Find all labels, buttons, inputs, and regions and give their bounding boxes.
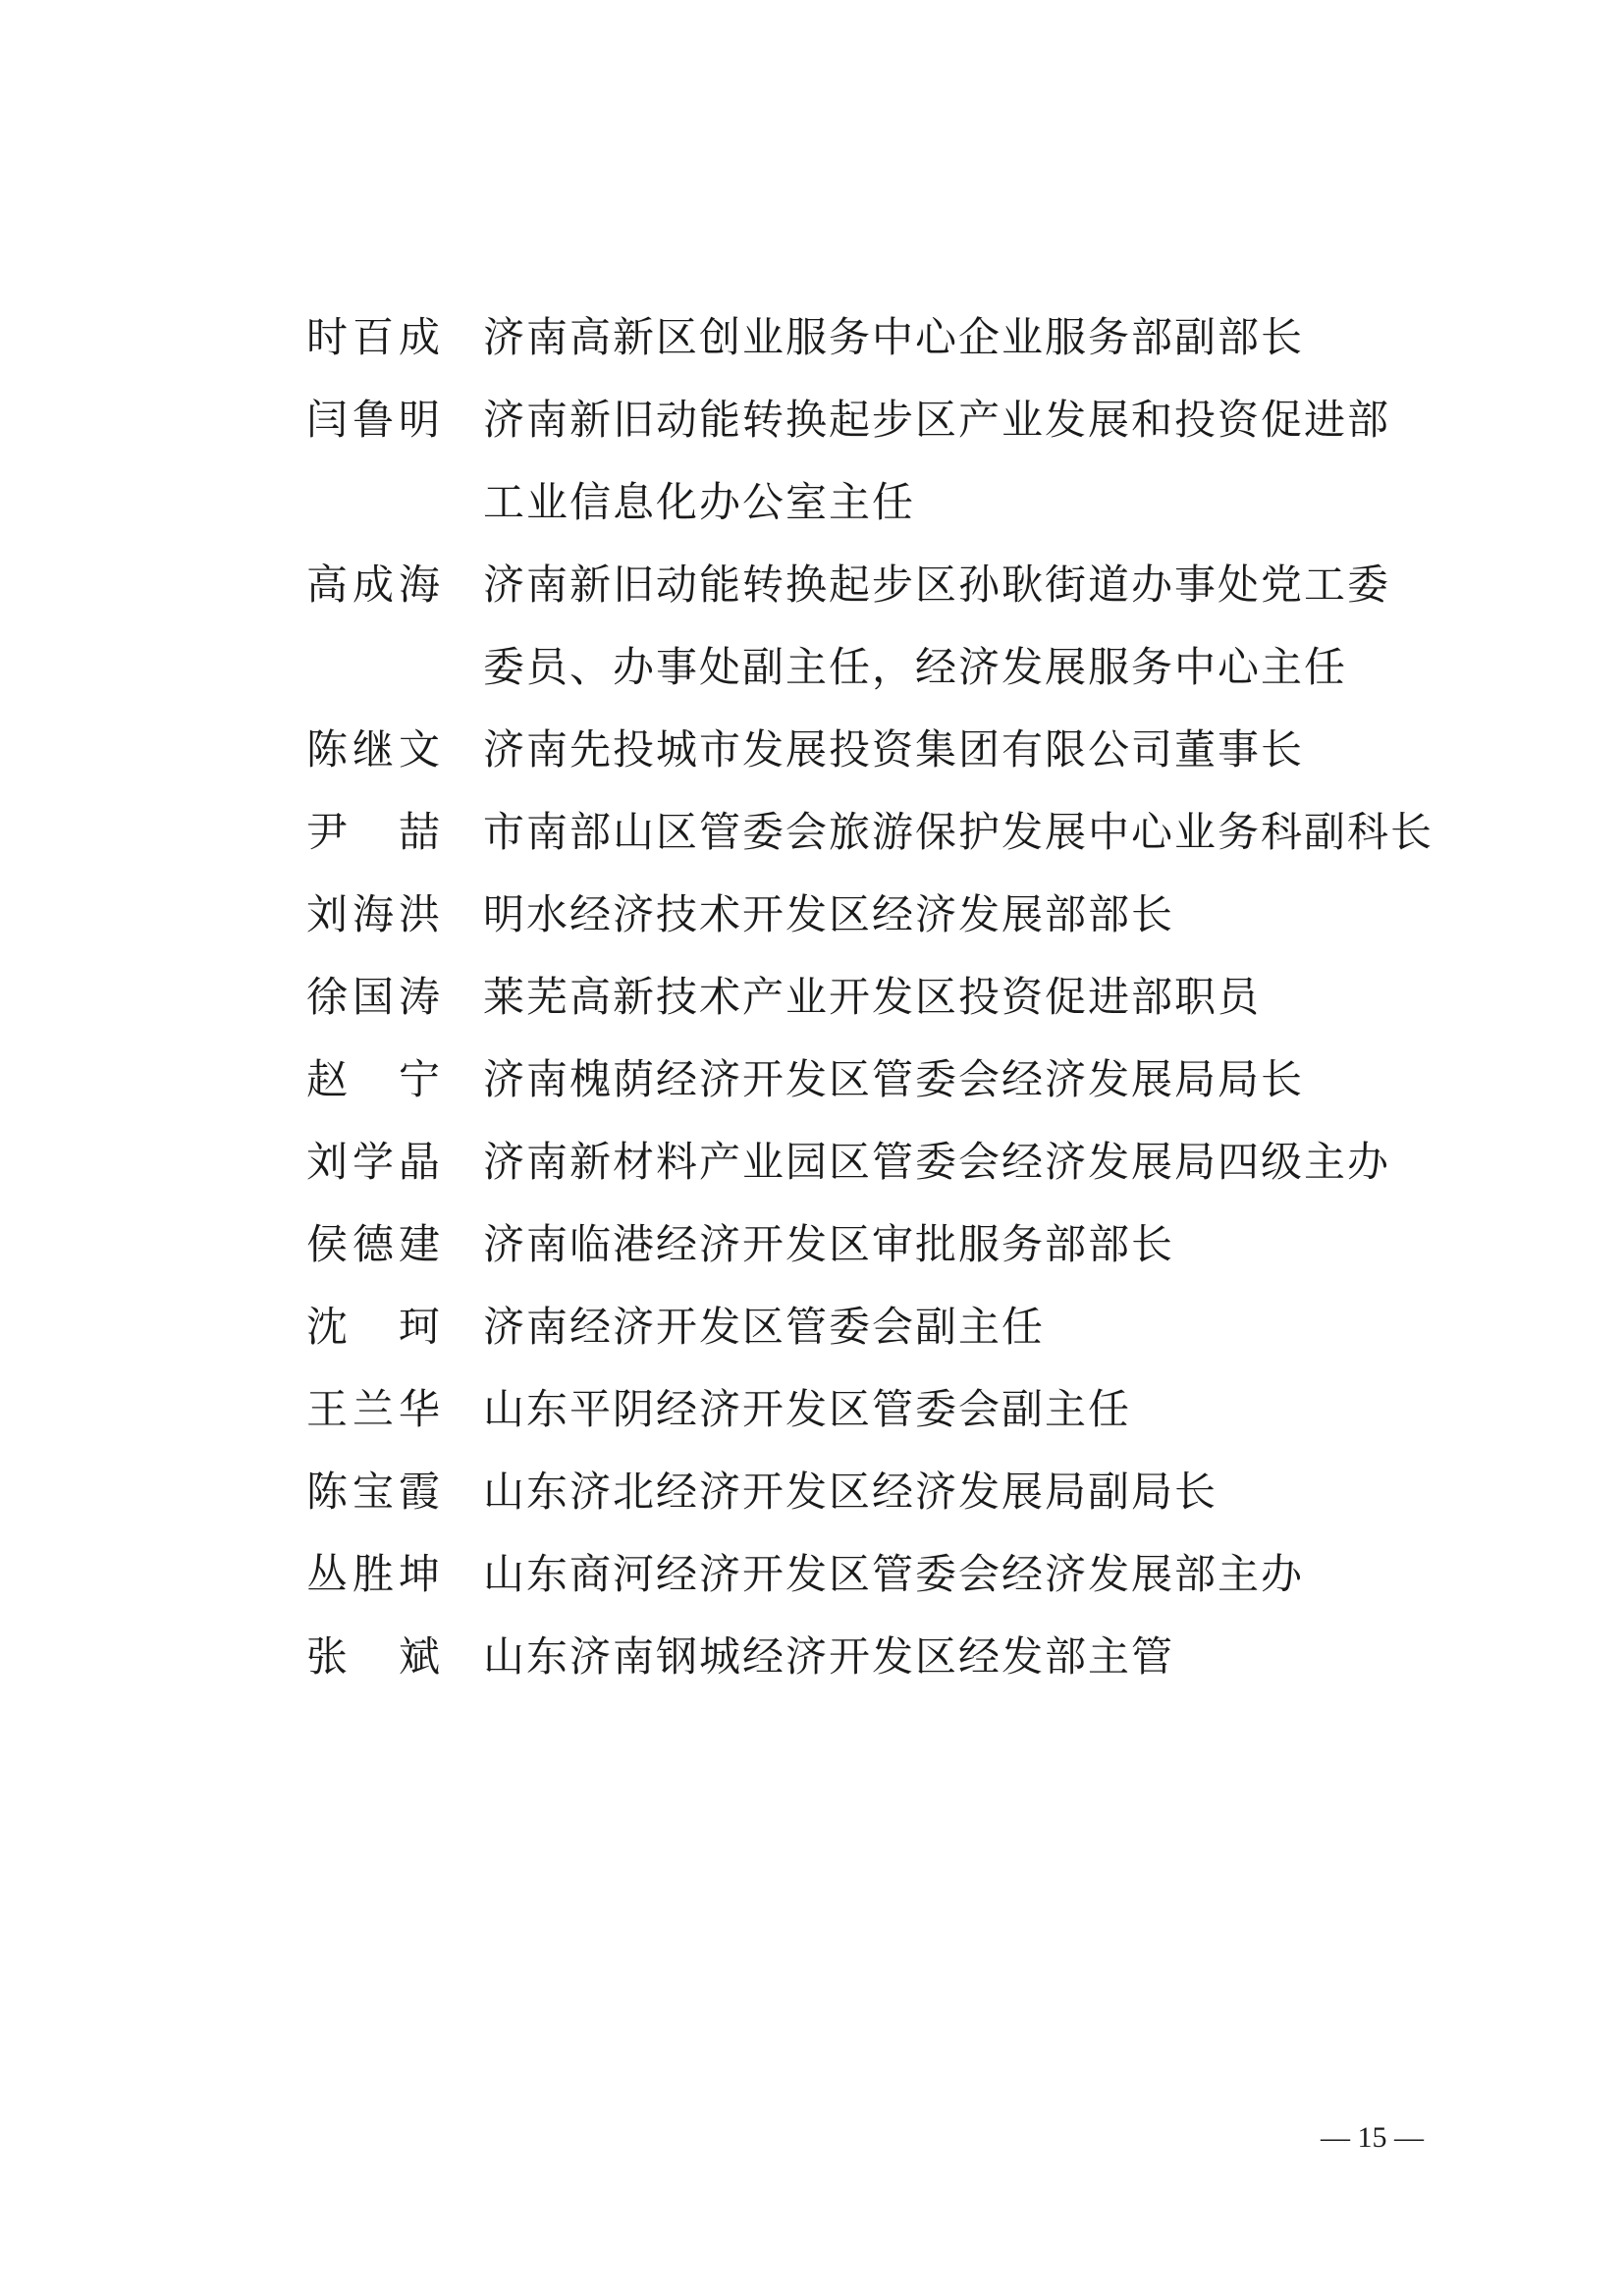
person-name: 张 斌 (306, 1632, 440, 1681)
person-name: 丛 胜 坤 (306, 1550, 440, 1598)
person-name: 沈 珂 (306, 1303, 440, 1351)
person-title-line: 工业信息化办公室主任 (483, 478, 916, 526)
person-name: 陈 继 文 (306, 725, 440, 774)
person-title-line: 济南先投城市发展投资集团有限公司董事长 (483, 725, 1305, 774)
person-title-line: 市南部山区管委会旅游保护发展中心业务科副科长 (483, 808, 1435, 856)
person-title-line: 山东商河经济开发区管委会经济发展部主办 (483, 1550, 1305, 1598)
person-title-line: 济南槐荫经济开发区管委会经济发展局局长 (483, 1055, 1305, 1103)
person-title-line: 济南新旧动能转换起步区孙耿街道办事处党工委 (483, 561, 1391, 609)
person-title-line: 济南新材料产业园区管委会经济发展局四级主办 (483, 1138, 1391, 1186)
person-name: 尹 喆 (306, 808, 440, 856)
person-name: 王 兰 华 (306, 1385, 440, 1433)
person-name: 刘 学 晶 (306, 1138, 440, 1186)
person-title-line: 山东平阴经济开发区管委会副主任 (483, 1385, 1132, 1433)
person-title-line: 济南高新区创业服务中心企业服务部副部长 (483, 313, 1305, 361)
person-name: 赵 宁 (306, 1055, 440, 1103)
person-name: 侯 德 建 (306, 1220, 440, 1268)
person-name: 徐 国 涛 (306, 973, 440, 1021)
person-title-line: 山东济北经济开发区经济发展局副局长 (483, 1468, 1218, 1516)
person-name: 高 成 海 (306, 561, 440, 609)
person-name: 陈 宝 霞 (306, 1468, 440, 1516)
person-title-line: 山东济南钢城经济开发区经发部主管 (483, 1632, 1175, 1681)
person-name: 刘 海 洪 (306, 890, 440, 938)
person-title-line: 委员、办事处副主任，经济发展服务中心主任 (483, 643, 1348, 691)
person-title-line: 济南临港经济开发区审批服务部部长 (483, 1220, 1175, 1268)
person-name: 闫 鲁 明 (306, 396, 440, 444)
page-number: — 15 — (1321, 2121, 1424, 2154)
person-title-line: 莱芜高新技术产业开发区投资促进部职员 (483, 973, 1262, 1021)
person-title-line: 明水经济技术开发区经济发展部部长 (483, 890, 1175, 938)
person-name: 时 百 成 (306, 313, 440, 361)
person-title-line: 济南新旧动能转换起步区产业发展和投资促进部 (483, 396, 1391, 444)
person-title-line: 济南经济开发区管委会副主任 (483, 1303, 1046, 1351)
